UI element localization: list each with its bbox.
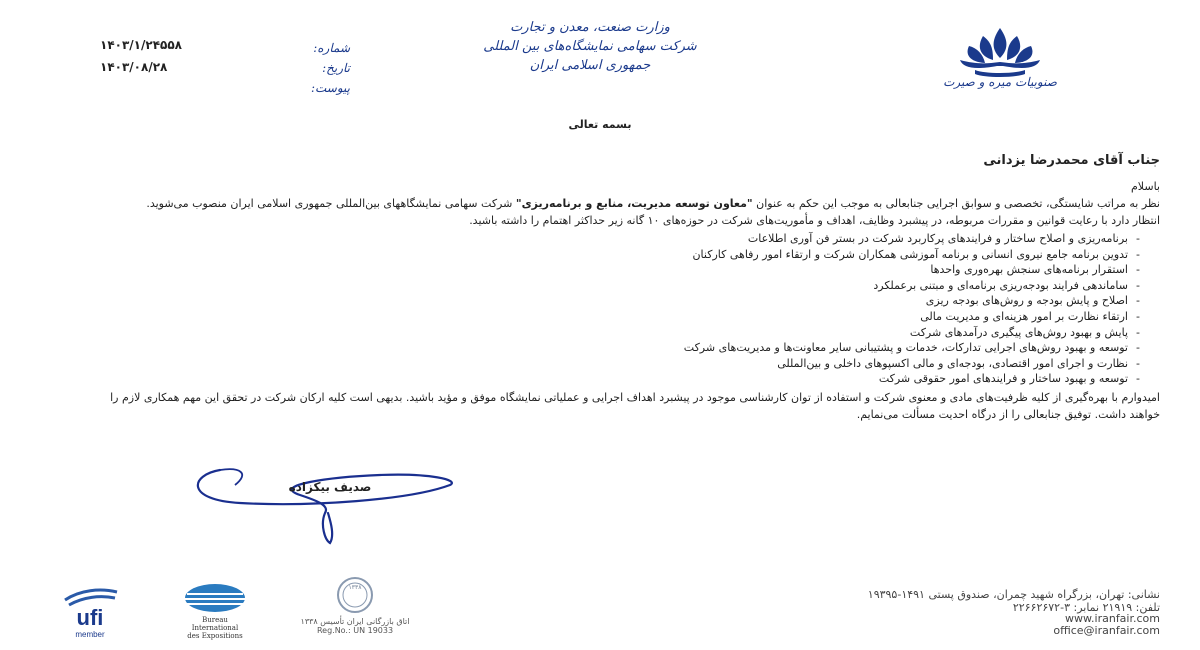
address-line: نشانی: تهران، بزرگراه شهید چمران، صندوق پستی ۱۴۹۱-۱۹۳۹۵ — [867, 588, 1160, 601]
greeting: باسلام — [1130, 180, 1160, 193]
expectation-paragraph: انتظار دارد با رعایت قوانین و مقررات مربوطه، در پیشبرد وظایف، اهداف و مأموریت‌های شرکت در حوزه‌های ۱۰ گانه زیر حداکثر اهتمام را داشته باشید. — [469, 214, 1160, 227]
list-item: - نظارت و اجرای امور اقتصادی، بودجه‌ای و مالی اکسپوهای داخلی و بین‌المللی — [90, 356, 1140, 372]
chamber-line-fa: اتاق بازرگانی ایران تأسیس ۱۳۳۸ — [300, 617, 410, 626]
letter-body — [90, 178, 1160, 423]
list-item: - استقرار برنامه‌های سنجش بهره‌وری واحدها — [90, 262, 1140, 278]
task-list — [90, 231, 1160, 387]
bie-line: des Expositions — [187, 632, 243, 640]
list-item: - برنامه‌ریزی و اصلاح ساختار و فرایندهای پرکاربرد شرکت در بستر فن آوری اطلاعات — [90, 231, 1140, 247]
bismillah: بسمه تعالی — [568, 118, 632, 131]
bie-line: International — [191, 624, 239, 632]
number-label: شماره: — [313, 41, 350, 55]
email-link[interactable]: office@iranfair.com — [1053, 624, 1160, 637]
signature-scribble — [180, 455, 470, 550]
ministry-heading — [440, 18, 740, 75]
ministry-line: وزارت صنعت، معدن و تجارت — [510, 20, 670, 35]
website-link[interactable]: www.iranfair.com — [1065, 612, 1160, 625]
letter-meta-values — [100, 34, 250, 78]
phone-line: تلفن: ۲۱۹۱۹ نمابر: ۳-۲۲۶۶۲۶۷۲ — [1012, 601, 1160, 614]
list-item: - توسعه و بهبود روش‌های اجرایی تدارکات، خدمات و پشتیبانی سایر معاونت‌ها و مدیریت‌های شرکت — [90, 340, 1140, 356]
intro-paragraph — [90, 195, 1160, 212]
chamber-caption — [285, 617, 425, 635]
position-title: "معاون توسعه مدیریت، منابع و برنامه‌ریزی" — [515, 197, 753, 210]
list-item: - اصلاح و پایش بودجه و روش‌های بودجه ریزی — [90, 293, 1140, 309]
list-item: - پایش و بهبود روش‌های پیگیری درآمدهای شرکت — [90, 325, 1140, 341]
signatory-name: صدیف بیکزاده — [288, 480, 372, 494]
list-item: - ساماندهی فرایند بودجه‌ریزی برنامه‌ای و مبتنی برعملکرد — [90, 278, 1140, 294]
letter-meta-labels — [270, 38, 350, 98]
list-item: - ارتقاء نظارت بر امور هزینه‌ای و مدیریت مالی — [90, 309, 1140, 325]
ufi-member-logo — [45, 580, 135, 640]
footer-contact — [660, 613, 1160, 637]
intro-text-rest: شرکت سهامی نمایشگاههای بین‌المللی جمهوری اسلامی ایران منصوب می‌شوید. — [146, 197, 513, 210]
bie-line: Bureau — [202, 616, 228, 624]
letter-number: ۱۴۰۳/۱/۲۴۵۵۸ — [100, 38, 183, 52]
date-label: تاریخ: — [322, 61, 350, 75]
intro-text: نظر به مراتب شایستگی، تخصصی و سوابق اجرایی جنابعالی به موجب این حکم به عنوان — [756, 197, 1160, 210]
chamber-line-en: Reg.No.: UN 19033 — [316, 626, 394, 635]
closing-paragraph: امیدوارم با بهره‌گیری از کلیه ظرفیت‌های مادی و معنوی شرکت و استفاده از توان کارشناسی موجود در پیشبرد اهداف اجرایی و عملیاتی نمایشگاه موفق و مؤید باشید. بدیهی است کلیه ارکان شرکت در تحقق این مهم همکاری لازم را خواهند داشت. توفیق جنابعالی را از درگاه احدیت مسألت می‌نمایم. — [110, 390, 1160, 421]
ufi-member-text: member — [75, 630, 105, 639]
ufi-text: ufi — [76, 605, 104, 630]
chamber-year: ۱۳۳۸ — [348, 584, 362, 591]
letter-date: ۱۴۰۳/۰۸/۲۸ — [100, 60, 168, 74]
recipient-name: جناب آقای محمدرضا یزدانی — [983, 153, 1160, 168]
bie-caption — [165, 616, 265, 640]
attachment-label: پیوست: — [310, 81, 350, 95]
list-item: - تدوین برنامه جامع نیروی انسانی و برنامه آموزشی همکاران شرکت و ارتقاء امور رفاهی کارکنان — [90, 247, 1140, 263]
ministry-line: شرکت سهامی نمایشگاه‌های بین المللی — [483, 39, 697, 54]
logo-caption: صنوبیات میره و صیرت — [943, 75, 1057, 89]
footer-address — [660, 588, 1160, 614]
ministry-line: جمهوری اسلامی ایران — [529, 58, 651, 73]
list-item: - توسعه و بهبود ساختار و فرایندهای امور حقوقی شرکت — [90, 371, 1140, 387]
